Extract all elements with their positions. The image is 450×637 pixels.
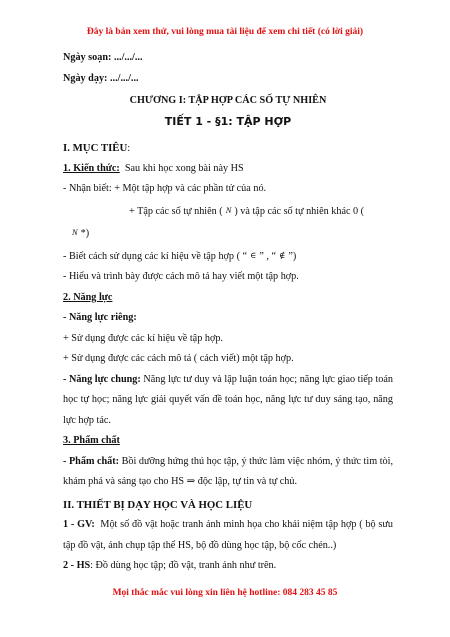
- hs-paragraph: [63, 556, 393, 577]
- knowledge-heading: 1. Kiến thức:: [63, 162, 120, 174]
- section-objectives-title: I. MỤC TIÊU: [63, 142, 128, 154]
- competence-general: [63, 370, 393, 432]
- gv-label: 1 - GV:: [63, 519, 95, 530]
- element-of-symbol: ∈: [250, 249, 257, 260]
- knowledge-line-1: - Nhận biết: + Một tập hợp và các phần tử của nó.: [63, 183, 267, 194]
- knowledge-line-4-b: ”): [288, 250, 297, 262]
- chapter-title: CHƯƠNG I: TẬP HỢP CÁC SỐ TỰ NHIÊN: [129, 95, 327, 106]
- section-equipment-heading: II. THIẾT BỊ DẠY HỌC VÀ HỌC LIỆU: [63, 498, 253, 511]
- qualities-text: Bồi dưỡng hứng thú học tập, ý thức làm việc nhóm, ý thức tìm tòi, khám phá và sáng tạo cho HS ⇒ độc lập, tự tin và tự chủ.: [63, 455, 394, 487]
- competence-general-text: Năng lực tư duy và lập luận toán học; năng lực giao tiếp toán học tự học; năng lực giải quyết vấn đề toán học, năng lực tư duy sáng tạo, năng lực hợp tác.: [63, 373, 394, 426]
- section-objectives-colon: :: [127, 142, 131, 154]
- gv-paragraph: [63, 515, 393, 556]
- knowledge-line-5: - Hiểu và trình bày được cách mô tả hay viết một tập hợp.: [63, 271, 299, 282]
- knowledge-intro: Sau khi học xong bài này HS: [124, 162, 244, 174]
- competence-specific-2: + Sử dụng được các cách mô tả ( cách viết) một tập hợp.: [63, 353, 294, 364]
- section-objectives-heading: [63, 138, 393, 159]
- hs-label: 2 - HS: [63, 560, 91, 571]
- competence-specific-heading: - Năng lực riêng:: [63, 312, 137, 323]
- knowledge-line-2-a: + Tập các số tự nhiên (: [129, 205, 223, 217]
- knowledge-line-3: [63, 222, 393, 245]
- hotline-banner-bottom: Mọi thắc mắc vui lòng xin liên hệ hotline: 084 283 45 85: [112, 588, 338, 598]
- date-taught: Ngày dạy: .../.../...: [63, 72, 139, 84]
- date-prepared: Ngày soạn: .../.../...: [63, 52, 143, 63]
- not-element-of-symbol: ∉: [279, 249, 286, 260]
- qualities-paragraph: [63, 452, 393, 493]
- preview-banner-top: Đây là bản xem thử, vui lòng mua tài liệu để xem chi tiết (có lời giải): [86, 27, 364, 37]
- competence-specific-1: + Sử dụng được các kí hiệu về tập hợp.: [63, 332, 223, 344]
- knowledge-line-2: [63, 200, 393, 223]
- knowledge-line-4: [63, 245, 393, 268]
- gv-text: Một số đồ vật hoặc tranh ảnh minh họa cho khái niệm tập hợp ( bộ sưu tập đồ vật, ảnh chụp tập thể HS, bộ đồ dùng học tập, bộ cốc chén..): [63, 519, 394, 551]
- knowledge-line-3-b: *): [80, 228, 90, 239]
- knowledge-line-4-mid: ” , “: [259, 250, 277, 262]
- qualities-heading: 3. Phẩm chất: [63, 435, 120, 446]
- document-body: [63, 48, 393, 577]
- knowledge-row: [63, 159, 393, 180]
- hs-text: : Đồ dùng học tập; đồ vật, tranh ảnh như trên.: [90, 560, 277, 571]
- knowledge-line-2-b: ) và tập các số tự nhiên khác 0 (: [234, 205, 365, 217]
- competence-heading: 2. Năng lực: [63, 291, 113, 303]
- knowledge-line-4-a: - Biết cách sử dụng các kí hiệu về tập hợp ( “: [63, 250, 248, 262]
- competence-general-label: - Năng lực chung:: [63, 373, 141, 385]
- natural-set-symbol: N: [225, 204, 232, 215]
- qualities-label: - Phẩm chất:: [63, 455, 120, 467]
- lesson-title: TIẾT 1 - §1: TẬP HỢP: [164, 114, 292, 128]
- natural-set-star-symbol: N: [72, 227, 78, 237]
